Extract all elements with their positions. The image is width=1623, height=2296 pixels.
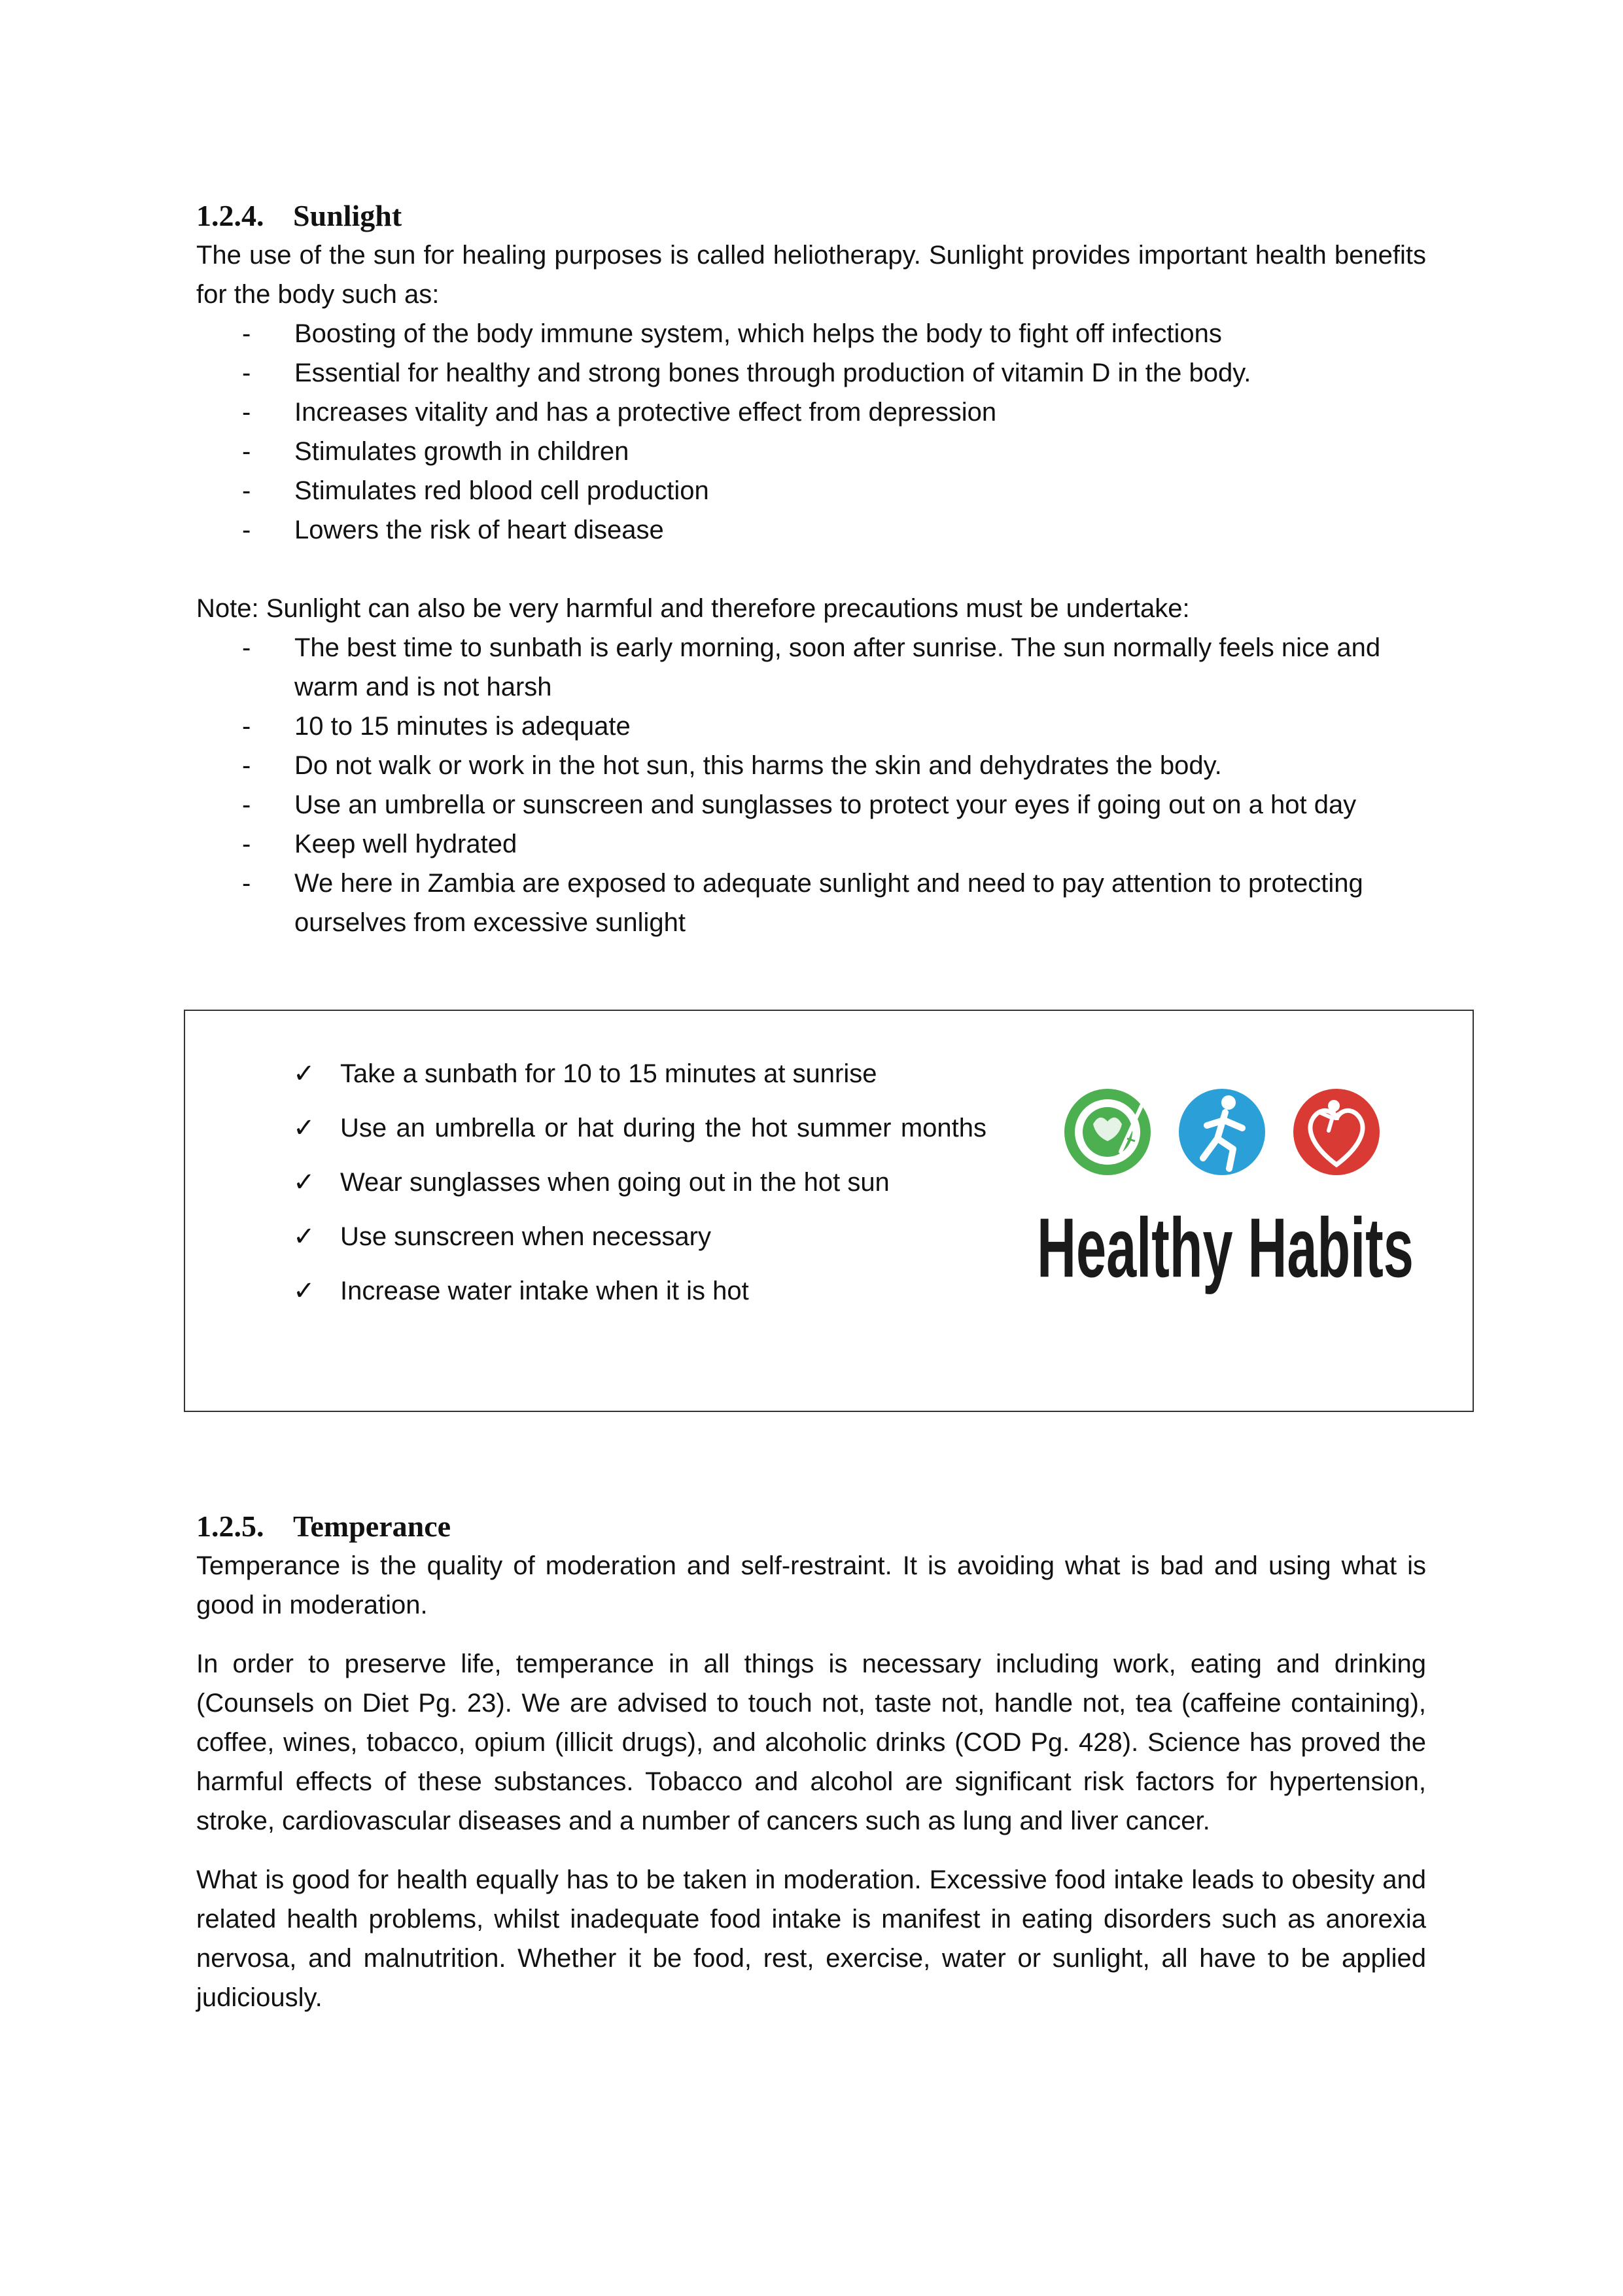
list-item-text: Stimulates red blood cell production: [294, 476, 709, 505]
check-mark-icon: ✓: [293, 1222, 315, 1252]
logo-text: Healthy Habits: [1037, 1200, 1414, 1295]
list-item-text: We here in Zambia are exposed to adequate sunlight and need to pay attention to protecting ourselves from excessive sunlight: [294, 869, 1363, 937]
list-item-text: Keep well hydrated: [294, 830, 517, 858]
checklist-item: [293, 1101, 986, 1156]
section-title: Temperance: [293, 1510, 451, 1543]
sunlight-note: Note: Sunlight can also be very harmful and therefore precautions must be undertake:: [196, 594, 1190, 623]
section-number: 1.2.4.: [196, 199, 264, 232]
check-mark-icon: ✓: [293, 1113, 315, 1143]
food-icon: [1064, 1089, 1151, 1175]
check-mark-icon: ✓: [293, 1167, 315, 1197]
list-item: [242, 393, 1426, 432]
list-item: [242, 746, 1426, 785]
dash-bullet: -: [242, 516, 251, 544]
list-item-text: 10 to 15 minutes is adequate: [294, 712, 631, 741]
checklist-item: [293, 1264, 986, 1318]
list-item: [242, 864, 1426, 942]
healthy-habits-logo: [1029, 1060, 1422, 1335]
section-heading-sunlight: [196, 196, 402, 236]
section-heading-temperance: [196, 1507, 451, 1546]
list-item: [242, 785, 1426, 824]
list-item: [242, 353, 1426, 393]
dash-bullet: -: [242, 869, 251, 898]
list-item: [242, 471, 1426, 510]
dash-bullet: -: [242, 712, 251, 741]
list-item-text: Do not walk or work in the hot sun, this harms the skin and dehydrates the body.: [294, 751, 1222, 780]
list-item: [242, 510, 1426, 550]
section-number: 1.2.5.: [196, 1510, 264, 1543]
section-title: Sunlight: [293, 199, 402, 232]
temperance-paragraph-1: Temperance is the quality of moderation and self-restraint. It is avoiding what is bad and using what is good in moderation.: [196, 1551, 1426, 1619]
list-item-text: Increases vitality and has a protective effect from depression: [294, 398, 997, 427]
dash-bullet: -: [242, 751, 251, 780]
dash-bullet: -: [242, 398, 251, 427]
checklist-item-text: Wear sunglasses when going out in the hot sun: [340, 1168, 890, 1197]
dash-bullet: -: [242, 476, 251, 505]
list-item-text: Lowers the risk of heart disease: [294, 516, 664, 544]
list-item: [242, 432, 1426, 471]
dash-bullet: -: [242, 437, 251, 466]
list-item: [242, 314, 1426, 353]
precautions-list: [242, 628, 1426, 942]
temperance-paragraph-3: What is good for health equally has to be taken in moderation. Excessive food intake leads to obesity and related health problems, whilst inadequate food intake is manifest in eating disorders such as anorexia nervosa, and malnutrition. Whether it be food, rest, exercise, water or sunlight, all have to be applied judiciously.: [196, 1865, 1426, 2012]
sunlight-intro: The use of the sun for healing purposes is called heliotherapy. Sunlight provides important health benefits for the body such as:: [196, 241, 1426, 309]
list-item: [242, 707, 1426, 746]
checklist-item-text: Use an umbrella or hat during the hot summer months: [340, 1114, 986, 1142]
check-mark-icon: ✓: [293, 1059, 315, 1089]
checklist-item-text: Increase water intake when it is hot: [340, 1277, 749, 1305]
check-mark-icon: ✓: [293, 1276, 315, 1306]
checklist-item: [293, 1210, 986, 1264]
temperance-paragraph-2: In order to preserve life, temperance in all things is necessary including work, eating and drinking (Counsels on Diet Pg. 23). We are advised to touch not, taste not, handle not, tea (caffeine containing), coffee, wines, tobacco, opium (illicit drugs), and alcoholic drinks (COD Pg. 428). Science has proved the harmful effects of these substances. Tobacco and alcohol are significant risk factors for hypertension, stroke, cardiovascular diseases and a number of cancers such as lung and liver cancer.: [196, 1650, 1426, 1835]
dash-bullet: -: [242, 830, 251, 858]
list-item-text: Essential for healthy and strong bones through production of vitamin D in the body.: [294, 359, 1251, 387]
dash-bullet: -: [242, 633, 251, 662]
dash-bullet: -: [242, 790, 251, 819]
heart-health-icon: [1293, 1089, 1380, 1175]
checklist-item-text: Take a sunbath for 10 to 15 minutes at sunrise: [340, 1059, 877, 1088]
healthy-habits-tip-box: [184, 1010, 1474, 1412]
list-item-text: Use an umbrella or sunscreen and sunglasses to protect your eyes if going out on a hot day: [294, 790, 1357, 819]
checklist-item-text: Use sunscreen when necessary: [340, 1222, 711, 1251]
list-item: [242, 628, 1426, 707]
checklist-item: [293, 1047, 986, 1101]
dash-bullet: -: [242, 359, 251, 387]
checklist-item: [293, 1156, 986, 1210]
benefits-list: [242, 314, 1426, 550]
tips-checklist: [293, 1047, 986, 1318]
list-item-text: The best time to sunbath is early morning, soon after sunrise. The sun normally feels nice and warm and is not harsh: [294, 633, 1381, 701]
list-item-text: Stimulates growth in children: [294, 437, 629, 466]
runner-icon: [1179, 1089, 1265, 1175]
list-item-text: Boosting of the body immune system, which helps the body to fight off infections: [294, 319, 1222, 348]
dash-bullet: -: [242, 319, 251, 348]
list-item: [242, 824, 1426, 864]
